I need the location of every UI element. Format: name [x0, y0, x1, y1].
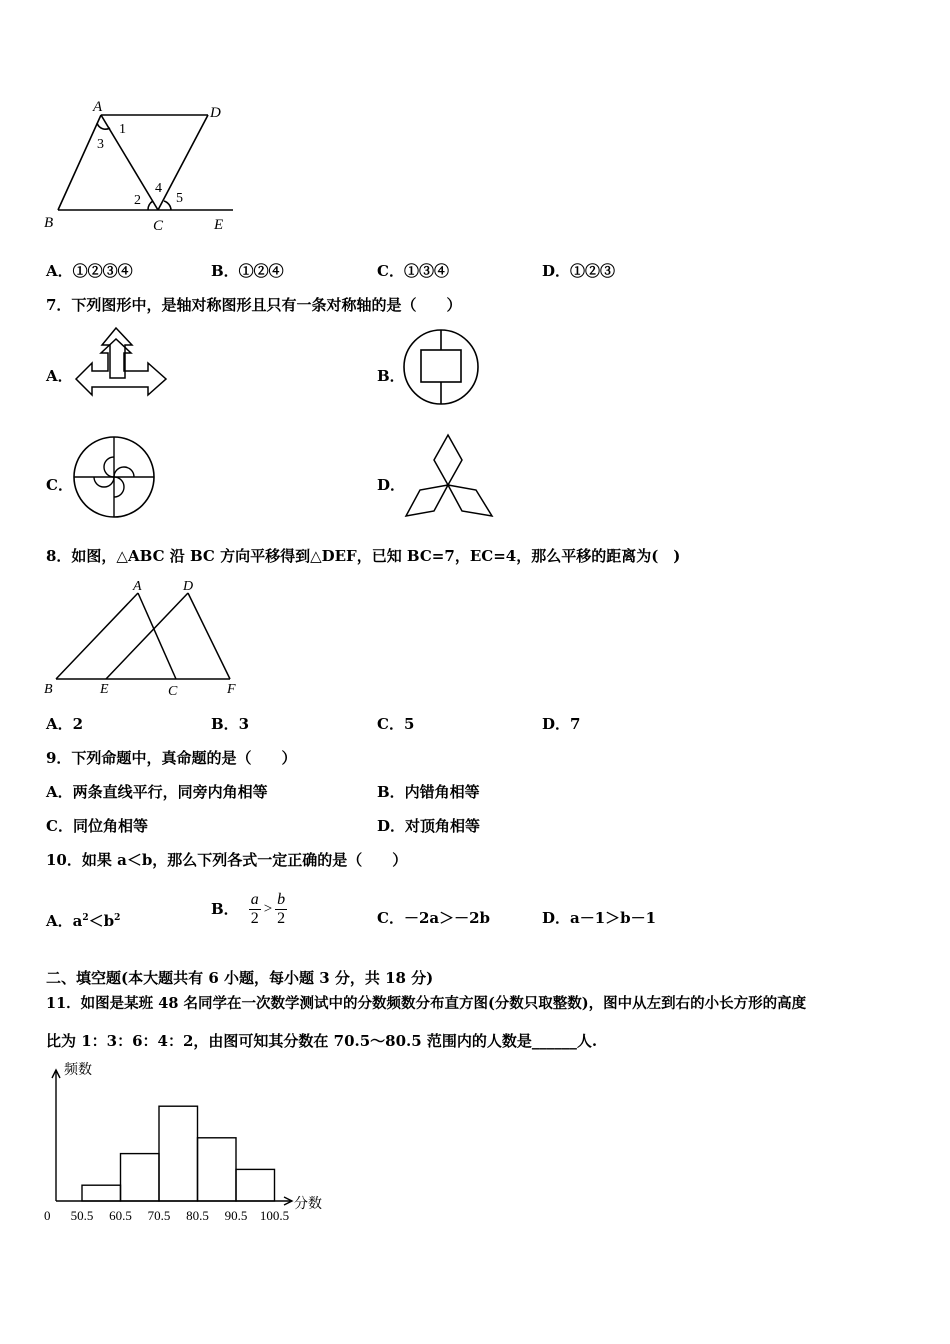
q6-angle-1: 1	[119, 122, 126, 137]
q6-angle-4: 4	[155, 181, 162, 196]
q9-option-b[interactable]: B．内错角相等	[377, 783, 480, 801]
q8-option-c[interactable]: C．5	[377, 715, 415, 733]
q11-histogram	[38, 1058, 338, 1228]
q10-option-b-frac2	[275, 891, 287, 928]
histogram-bar-80.5-90.5	[198, 1138, 237, 1201]
q6-option-a[interactable]: A．①②③④	[46, 262, 133, 280]
q10-option-b-gt: >	[263, 901, 273, 917]
q10-option-b-prefix: B．	[211, 900, 239, 918]
histogram-ylabel: 频数	[64, 1063, 92, 1078]
q6-label-C: C	[153, 218, 164, 234]
histogram-bar-50.5-60.5	[82, 1185, 121, 1201]
q7-figure-a-arrows[interactable]	[70, 325, 175, 407]
q6-angle-3: 3	[97, 137, 104, 152]
q10-option-b-frac1	[249, 891, 261, 928]
histogram-bar-60.5-70.5	[121, 1154, 160, 1201]
q9-option-a[interactable]: A．两条直线平行，同旁内角相等	[46, 783, 268, 801]
q9-stem: 9．下列命题中，真命题的是（ ）	[46, 749, 297, 767]
q11-line1: 11．如图是某班 48 名同学在一次数学测试中的分数频数分布直方图(分数只取整数)，图中从左到右的小长方形的高度	[46, 995, 807, 1012]
q8-option-a[interactable]: A．2	[46, 715, 84, 733]
q6-label-D: D	[210, 105, 221, 121]
q10-option-a-exp1: 2	[82, 913, 89, 923]
q6-angle-2: 2	[134, 193, 141, 208]
q8-option-b[interactable]: B．3	[211, 715, 250, 733]
q11-line2-end: 人.	[576, 1032, 598, 1050]
q7-figure-b-circle-square[interactable]	[398, 325, 486, 410]
histogram-tick-80.5: 80.5	[186, 1208, 209, 1223]
q6-option-c[interactable]: C．①③④	[377, 262, 449, 280]
q10-frac1-den: 2	[250, 909, 259, 927]
q7-label-b[interactable]: B．	[377, 367, 405, 385]
q7-figure-c-pinwheel[interactable]	[70, 432, 160, 522]
q8-label-C: C	[168, 684, 178, 699]
q8-stem: 8．如图，△ABC 沿 BC 方向平移得到△DEF，已知 BC=7，EC=4，那么平移的距离为( )	[46, 547, 681, 565]
q10-stem: 10．如果 a＜b，那么下列各式一定正确的是（ ）	[46, 851, 408, 869]
section2-heading: 二、填空题(本大题共有 6 小题，每小题 3 分，共 18 分)	[46, 969, 434, 987]
q6-option-b[interactable]: B．①②④	[211, 262, 284, 280]
histogram-origin: 0	[44, 1208, 51, 1223]
q10-option-d[interactable]: D．a－1＞b－1	[542, 909, 657, 927]
q6-figure	[40, 95, 240, 240]
histogram-bar-70.5-80.5	[159, 1106, 198, 1201]
histogram-tick-50.5: 50.5	[70, 1208, 94, 1223]
q11-line2-text: 比为 1：3：6：4：2，由图可知其分数在 70.5～80.5 范围内的人数是	[46, 1032, 532, 1050]
histogram-bar-90.5-100.5	[236, 1169, 275, 1201]
q7-label-a[interactable]: A．	[46, 367, 73, 385]
q10-option-a-exp2: 2	[114, 913, 121, 923]
q7-stem: 7．下列图形中，是轴对称图形且只有一条对称轴的是（ ）	[46, 296, 462, 314]
q6-label-A: A	[93, 99, 103, 115]
q10-option-b[interactable]	[211, 886, 287, 932]
q10-frac2-den: 2	[277, 909, 286, 927]
histogram-tick-90.5: 90.5	[224, 1208, 248, 1223]
q8-label-F: F	[227, 682, 236, 697]
q9-option-d[interactable]: D．对顶角相等	[377, 817, 481, 835]
q9-option-c[interactable]: C．同位角相等	[46, 817, 148, 835]
q11-answer-blank[interactable]: ______	[531, 1032, 577, 1050]
q6-label-B: B	[44, 215, 54, 231]
q10-frac2-num: b	[277, 890, 286, 908]
q8-option-d[interactable]: D．7	[542, 715, 581, 733]
q6-angle-5: 5	[176, 191, 183, 206]
q10-option-a-var: a	[72, 912, 83, 930]
q11-line2	[46, 1031, 597, 1051]
q10-option-a-prefix: A．	[46, 912, 73, 930]
q8-label-E: E	[100, 682, 109, 697]
histogram-tick-70.5: 70.5	[147, 1208, 171, 1223]
q8-label-D: D	[183, 579, 194, 594]
q6-label-E: E	[214, 217, 224, 233]
q6-option-d[interactable]: D．①②③	[542, 262, 616, 280]
q7-label-d[interactable]: D．	[377, 476, 406, 494]
q8-label-B: B	[44, 682, 53, 697]
histogram-tick-60.5: 60.5	[109, 1208, 132, 1223]
q10-option-c[interactable]: C．－2a＞－2b	[377, 909, 491, 927]
q10-option-a-lt: ＜b	[88, 912, 115, 930]
histogram-tick-100.5: 100.5	[259, 1208, 290, 1223]
q7-figure-d-diamonds[interactable]	[402, 432, 497, 520]
q8-label-A: A	[133, 579, 142, 594]
q8-figure	[40, 575, 245, 703]
q10-frac1-num: a	[250, 890, 259, 908]
q7-label-c[interactable]: C．	[46, 476, 73, 494]
q10-option-a[interactable]	[46, 908, 120, 931]
histogram-xlabel: 分数	[294, 1197, 322, 1212]
